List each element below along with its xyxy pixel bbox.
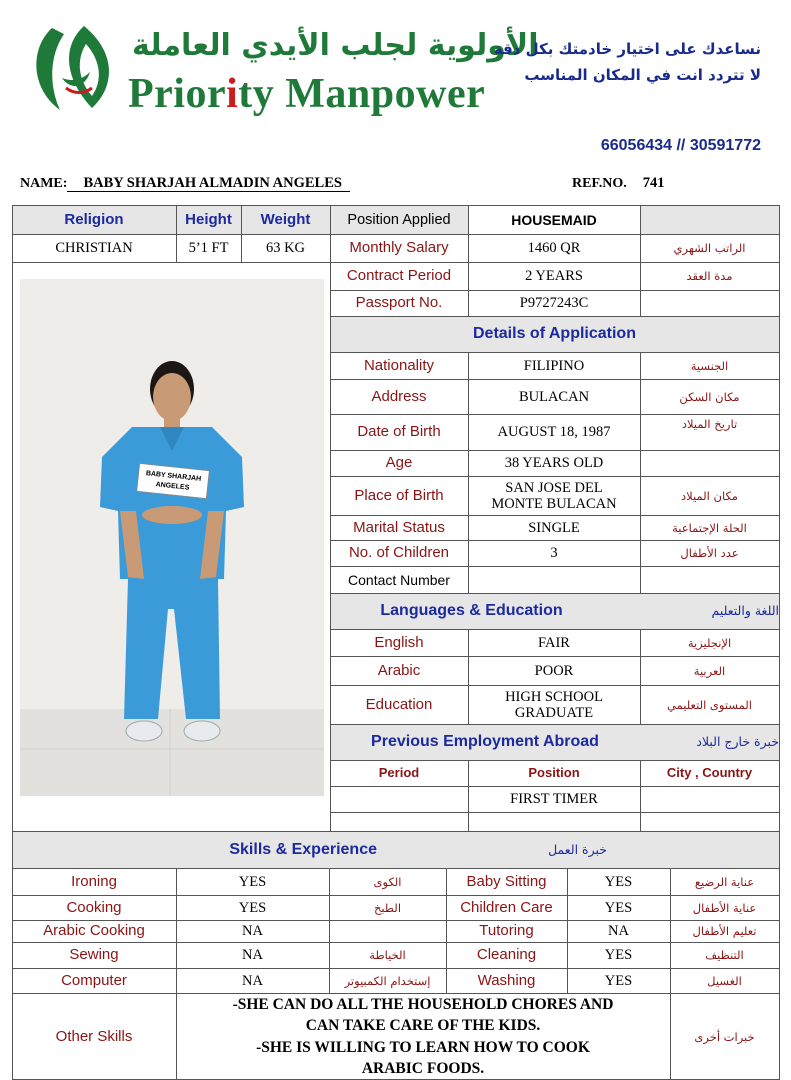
applicant-photo xyxy=(20,279,324,796)
grid-hline xyxy=(330,352,779,353)
employment-section-arabic: خبرة خارج البلاد xyxy=(696,734,779,749)
address-label: Address xyxy=(371,387,427,405)
contract-period-value: 2 YEARS xyxy=(525,268,583,284)
other-skills-notes xyxy=(176,993,670,1080)
reference-row xyxy=(572,175,664,192)
skill-label-left: Sewing xyxy=(69,946,119,963)
ref-label: REF.NO. xyxy=(572,176,627,191)
employment-country-header: City , Country xyxy=(666,765,753,780)
grid-hline xyxy=(330,629,779,630)
age-label: Age xyxy=(385,454,413,471)
grid-vline xyxy=(12,205,13,1080)
languages-section-arabic: اللغة والتعليم xyxy=(711,603,779,618)
employment-position-header: Position xyxy=(528,765,580,780)
ref-number: 741 xyxy=(642,175,665,191)
slogan-line-2: لا تتردد انت في المكان المناسب xyxy=(524,66,761,84)
grid-hline xyxy=(12,831,779,832)
grid-vline xyxy=(640,629,641,724)
languages-section-title: Languages & Education xyxy=(380,602,563,619)
grid-hline xyxy=(12,868,779,869)
grid-hline xyxy=(330,786,779,787)
skill-arabic-left: الكوى xyxy=(373,874,402,889)
grid-hline xyxy=(12,942,779,943)
religion-value: CHRISTIAN xyxy=(55,240,133,256)
children-label: No. of Children xyxy=(348,544,450,561)
position-applied-label: Position Applied xyxy=(347,211,451,228)
grid-hline xyxy=(330,540,779,541)
weight-value: 63 KG xyxy=(265,240,306,256)
grid-hline xyxy=(12,895,779,896)
monthly-salary-label: Monthly Salary xyxy=(349,239,449,256)
other-skills-label: Other Skills xyxy=(55,1027,133,1045)
grid-hline xyxy=(12,920,779,921)
contract-period-arabic: مدة العقد xyxy=(686,269,733,283)
arabic-label: Arabic xyxy=(377,661,421,679)
position-applied-value: HOUSEMAID xyxy=(511,211,597,228)
grid-hline xyxy=(330,656,779,657)
contact-number-value xyxy=(468,566,640,593)
skill-label-right: Baby Sitting xyxy=(466,872,547,890)
notes-line-1: -SHE CAN DO ALL THE HOUSEHOLD CHORES AND xyxy=(232,995,614,1013)
company-name-english: Priority Manpower xyxy=(128,71,486,117)
skill-label-left: Ironing xyxy=(71,872,117,890)
skill-value-left: NA xyxy=(242,972,263,989)
company-logo xyxy=(22,18,122,118)
place-of-birth-label: Place of Birth xyxy=(354,486,444,504)
grid-vline xyxy=(468,629,469,724)
english-value: FAIR xyxy=(538,634,570,651)
grid-hline xyxy=(12,262,330,263)
grid-hline xyxy=(330,290,779,291)
nationality-value: FILIPINO xyxy=(523,357,585,374)
education-value xyxy=(468,685,640,724)
skill-arabic-right: الغسيل xyxy=(707,973,742,988)
photo-illustration xyxy=(20,279,324,796)
passport-label: Passport No. xyxy=(355,294,443,311)
grid-vline xyxy=(329,868,330,993)
applicant-name-row xyxy=(20,175,350,192)
skill-value-right: YES xyxy=(604,899,633,916)
skill-value-left: NA xyxy=(242,947,263,963)
address-arabic: مكان السكن xyxy=(679,389,740,404)
place-of-birth-line-2: MONTE BULACAN xyxy=(491,495,617,512)
grid-vline xyxy=(176,205,177,262)
grid-vline xyxy=(468,352,469,593)
skill-value-right: YES xyxy=(604,873,633,890)
marital-status-value: SINGLE xyxy=(528,519,580,536)
skill-arabic-left xyxy=(329,920,446,942)
top-header-fill-right xyxy=(640,205,779,234)
grid-vline xyxy=(670,868,671,1080)
grid-vline xyxy=(640,205,641,316)
nationality-arabic: الجنسية xyxy=(690,358,729,373)
employment-row-1-position: FIRST TIMER xyxy=(510,791,598,807)
english-label: English xyxy=(374,633,424,651)
grid-hline xyxy=(330,760,779,761)
arabic-arabic: العربية xyxy=(693,663,726,678)
education-line-1: HIGH SCHOOL xyxy=(505,688,603,705)
slogan-line-1: نساعدك على اختيار خادمتك بكل دقة xyxy=(493,40,761,58)
applicant-name: BABY SHARJAH ALMADIN ANGELES xyxy=(67,175,350,192)
nationality-label: Nationality xyxy=(363,356,435,374)
place-of-birth-line-1: SAN JOSE DEL xyxy=(505,479,603,496)
skill-arabic-left: إستخدام الكمبيوتر xyxy=(344,973,431,988)
religion-header: Religion xyxy=(64,210,124,228)
skill-value-right: NA xyxy=(608,923,629,939)
education-arabic: المستوى التعليمي xyxy=(667,697,752,712)
grid-hline xyxy=(330,414,779,415)
name-badge-line-2: ANGELES xyxy=(155,481,190,492)
age-value: 38 YEARS OLD xyxy=(504,455,604,471)
grid-hline xyxy=(330,566,779,567)
contract-period-label: Contract Period xyxy=(346,267,452,284)
employment-section-title: Previous Employment Abroad xyxy=(371,733,599,750)
english-arabic: الإنجليزية xyxy=(687,635,732,650)
marital-status-label: Marital Status xyxy=(353,518,445,536)
address-value: BULACAN xyxy=(518,388,590,405)
details-section-title: Details of Application xyxy=(473,325,636,342)
grid-vline xyxy=(640,352,641,593)
place-of-birth-value xyxy=(468,476,640,515)
grid-hline xyxy=(12,205,779,206)
skill-arabic-right: عناية الأطفال xyxy=(692,900,757,915)
grid-hline xyxy=(330,515,779,516)
grid-hline xyxy=(330,379,779,380)
notes-line-2: CAN TAKE CARE OF THE KIDS. xyxy=(305,1017,541,1034)
name-badge-line-1: BABY SHARJAH xyxy=(145,470,202,483)
skill-value-left: NA xyxy=(242,923,263,939)
skill-label-left: Arabic Cooking xyxy=(43,922,145,939)
children-arabic: عدد الأطفال xyxy=(680,546,739,560)
skill-label-left: Computer xyxy=(61,971,127,989)
grid-vline xyxy=(468,760,469,831)
name-label: NAME: xyxy=(20,176,68,191)
company-name-arabic: الأولوية لجلب الأيدي العاملة xyxy=(132,28,539,63)
skills-section-title: Skills & Experience xyxy=(229,840,377,858)
skill-label-right: Washing xyxy=(477,971,536,989)
monthly-salary-arabic: الراتب الشهري xyxy=(673,241,746,255)
grid-vline xyxy=(779,205,780,1080)
grid-vline xyxy=(468,205,469,316)
grid-vline xyxy=(640,760,641,831)
grid-hline xyxy=(12,968,779,969)
grid-hline xyxy=(330,450,779,451)
children-value: 3 xyxy=(550,545,558,561)
skill-label-right: Tutoring xyxy=(479,922,534,939)
grid-vline xyxy=(446,868,447,993)
monthly-salary-value: 1460 QR xyxy=(527,240,581,256)
dob-value: AUGUST 18, 1987 xyxy=(497,424,611,440)
notes-line-4: ARABIC FOODS. xyxy=(361,1060,485,1077)
other-skills-arabic: خبرات أخرى xyxy=(694,1029,755,1044)
skill-value-left: YES xyxy=(238,873,267,890)
skill-value-left: YES xyxy=(238,899,267,916)
grid-hline xyxy=(330,685,779,686)
contact-number-label: Contact Number xyxy=(348,571,450,588)
grid-hline xyxy=(330,476,779,477)
phone-numbers: 66056434 // 30591772 xyxy=(600,137,761,154)
skill-label-left: Cooking xyxy=(66,898,122,916)
height-value: 5’1 FT xyxy=(188,240,229,256)
passport-value: P9727243C xyxy=(519,295,589,311)
notes-line-3: -SHE IS WILLING TO LEARN HOW TO COOK xyxy=(256,1038,590,1056)
skills-section-arabic: خبرة العمل xyxy=(548,841,607,857)
grid-vline xyxy=(330,205,331,831)
skill-arabic-right: تعليم الأطفال xyxy=(692,924,757,938)
education-line-2: GRADUATE xyxy=(514,704,594,721)
grid-hline xyxy=(330,724,779,725)
grid-hline xyxy=(330,262,779,263)
weight-header: Weight xyxy=(260,210,311,228)
skill-value-right: YES xyxy=(604,947,633,963)
grid-hline xyxy=(12,234,779,235)
skill-arabic-right: عناية الرضيع xyxy=(694,874,755,889)
skill-label-right: Children Care xyxy=(460,898,553,916)
grid-hline xyxy=(330,812,779,813)
skill-arabic-left: الطبخ xyxy=(373,900,402,915)
grid-vline xyxy=(241,205,242,262)
dob-label: Date of Birth xyxy=(357,423,441,440)
skill-value-right: YES xyxy=(604,972,633,989)
grid-hline xyxy=(330,316,779,317)
height-header: Height xyxy=(185,210,232,228)
education-label: Education xyxy=(365,695,433,713)
grid-hline xyxy=(12,993,779,994)
skill-arabic-right: التنظيف xyxy=(705,948,744,962)
dob-arabic: تاريخ الميلاد xyxy=(681,417,738,431)
grid-vline xyxy=(567,868,568,993)
skill-arabic-left: الخياطة xyxy=(369,948,406,962)
grid-vline xyxy=(176,868,177,1080)
grid-hline xyxy=(330,593,779,594)
arabic-value: POOR xyxy=(534,662,574,679)
marital-status-arabic: الحلة الإجتماعية xyxy=(672,520,747,535)
skill-label-right: Cleaning xyxy=(476,946,537,963)
place-of-birth-arabic: مكان الميلاد xyxy=(681,488,738,503)
employment-period-header: Period xyxy=(378,765,420,780)
